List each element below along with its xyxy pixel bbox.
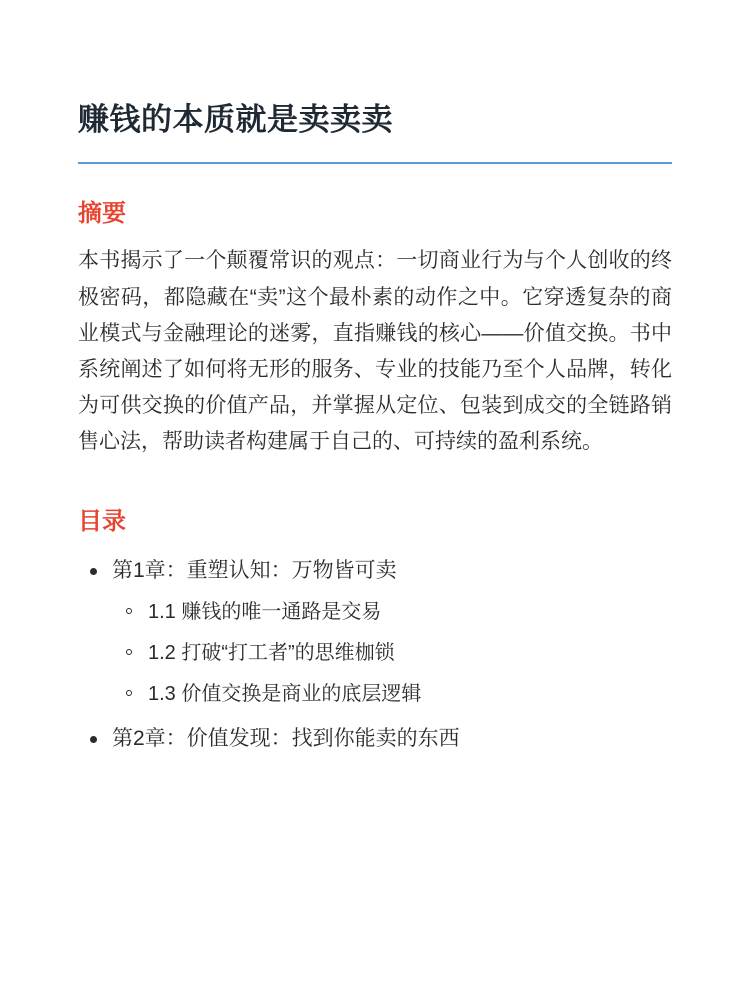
title-divider [78,162,672,164]
toc-chapter-label[interactable]: 第2章：价值发现：找到你能卖的东西 [112,726,460,750]
toc-list [78,555,672,754]
abstract-heading: 摘要 [78,200,126,228]
list-item [78,723,672,755]
list-item[interactable]: 1.3 价值交换是商业的底层逻辑 [112,679,672,709]
list-item[interactable]: 1.1 赚钱的唯一通路是交易 [112,597,672,627]
toc-sublist [112,597,672,709]
list-item [78,555,672,709]
toc-heading: 目录 [78,508,126,536]
list-item[interactable]: 1.2 打破“打工者”的思维枷锁 [112,638,672,668]
page-title: 赚钱的本质就是卖卖卖 [78,102,393,137]
abstract-body: 本书揭示了一个颠覆常识的观点：一切商业行为与个人创收的终极密码，都隐藏在“卖”这个最朴素的动作之中。它穿透复杂的商业模式与金融理论的迷雾，直指赚钱的核心——价值交换。书中系统阐述了如何将无形的服务、专业的技能乃至个人品牌，转化为可供交换的价值产品，并掌握从定位、包装到成交的全链路销售心法，帮助读者构建属于自己的、可持续的盈利系统。 [78,249,672,454]
toc-chapter-label[interactable]: 第1章：重塑认知：万物皆可卖 [112,559,397,583]
